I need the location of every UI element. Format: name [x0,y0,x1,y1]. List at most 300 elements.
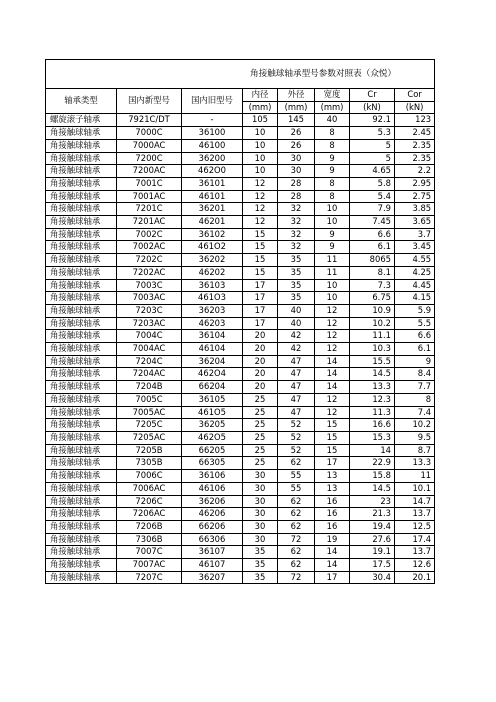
new-model-cell: 7202AC [117,266,182,279]
old-model-cell: 36204 [182,355,243,368]
cor-cell: 6.6 [395,330,435,343]
outer-cell: 47 [278,393,315,406]
cr-cell: 22.9 [350,457,395,470]
outer-cell: 47 [278,355,315,368]
outer-cell: 28 [278,190,315,203]
outer-cell: 145 [278,114,315,127]
width-cell: 9 [315,152,350,165]
header-type: 轴承类型 [46,89,117,114]
inner-cell: 15 [243,228,278,241]
type-cell: 角接触球轴承 [46,457,117,470]
outer-cell: 55 [278,470,315,483]
old-model-cell: 462O5 [182,431,243,444]
outer-cell: 30 [278,165,315,178]
inner-cell: 10 [243,165,278,178]
cr-cell: 15.8 [350,470,395,483]
table-row [46,508,435,521]
new-model-cell: 7206B [117,520,182,533]
table-row [46,419,435,432]
cor-cell: 2.95 [395,177,435,190]
old-model-cell: 36104 [182,330,243,343]
outer-cell: 47 [278,368,315,381]
new-model-cell: 7001AC [117,190,182,203]
new-model-cell: 7006AC [117,482,182,495]
new-model-cell: 7204C [117,355,182,368]
old-model-cell: 36105 [182,393,243,406]
outer-cell: 62 [278,508,315,521]
width-cell: 17 [315,571,350,584]
width-cell: 15 [315,431,350,444]
cr-cell: 10.3 [350,343,395,356]
width-cell: 10 [315,203,350,216]
outer-cell: 30 [278,152,315,165]
type-cell: 角接触球轴承 [46,482,117,495]
cor-cell: 13.7 [395,508,435,521]
type-cell: 角接触球轴承 [46,444,117,457]
type-cell: 角接触球轴承 [46,368,117,381]
cr-cell: 14.5 [350,368,395,381]
cr-cell: 7.3 [350,279,395,292]
type-cell: 角接触球轴承 [46,292,117,305]
table-row [46,343,435,356]
inner-cell: 30 [243,508,278,521]
table-row [46,431,435,444]
cr-cell: 7.9 [350,203,395,216]
inner-cell: 10 [243,152,278,165]
table-row [46,127,435,140]
table-row [46,470,435,483]
cr-cell: 92.1 [350,114,395,127]
cor-cell: 12.5 [395,520,435,533]
old-model-cell: 36202 [182,254,243,267]
type-cell: 角接触球轴承 [46,152,117,165]
old-model-cell: 461O5 [182,406,243,419]
cr-cell: 6.75 [350,292,395,305]
table-row [46,228,435,241]
new-model-cell: 7200AC [117,165,182,178]
new-model-cell: 7204AC [117,368,182,381]
inner-cell: 25 [243,457,278,470]
cr-cell: 11.1 [350,330,395,343]
header-old-model: 国内旧型号 [182,89,243,114]
outer-cell: 52 [278,444,315,457]
type-cell: 角接触球轴承 [46,571,117,584]
new-model-cell: 7202C [117,254,182,267]
outer-cell: 28 [278,177,315,190]
table-row [46,457,435,470]
cor-cell: 9.5 [395,431,435,444]
outer-cell: 52 [278,419,315,432]
width-cell: 8 [315,190,350,203]
outer-cell: 55 [278,482,315,495]
cor-cell: 5.9 [395,304,435,317]
new-model-cell: 7003C [117,279,182,292]
cr-cell: 12.3 [350,393,395,406]
inner-cell: 20 [243,381,278,394]
width-cell: 12 [315,406,350,419]
cor-cell: 8.4 [395,368,435,381]
inner-cell: 35 [243,546,278,559]
inner-cell: 10 [243,127,278,140]
new-model-cell: 7205B [117,444,182,457]
cor-cell: 2.45 [395,127,435,140]
outer-cell: 35 [278,279,315,292]
old-model-cell: 461O2 [182,241,243,254]
inner-cell: 12 [243,216,278,229]
header-cr: Cr [350,89,395,102]
cr-cell: 21.3 [350,508,395,521]
table-row [46,190,435,203]
old-model-cell: 462O0 [182,165,243,178]
type-cell: 角接触球轴承 [46,177,117,190]
width-cell: 16 [315,520,350,533]
old-model-cell: 46201 [182,216,243,229]
new-model-cell: 7201C [117,203,182,216]
cr-cell: 5.8 [350,177,395,190]
old-model-cell: 46101 [182,190,243,203]
width-cell: 13 [315,482,350,495]
inner-cell: 12 [243,177,278,190]
new-model-cell: 7003AC [117,292,182,305]
width-cell: 14 [315,381,350,394]
old-model-cell: 36205 [182,419,243,432]
type-cell: 角接触球轴承 [46,393,117,406]
outer-cell: 32 [278,241,315,254]
outer-cell: 62 [278,559,315,572]
table-row [46,177,435,190]
cor-cell: 4.45 [395,279,435,292]
table-row [46,355,435,368]
inner-cell: 20 [243,343,278,356]
old-model-cell: 46203 [182,317,243,330]
cor-cell: 10.1 [395,482,435,495]
cor-cell: 13.3 [395,457,435,470]
inner-cell: 30 [243,495,278,508]
type-cell: 螺旋滚子轴承 [46,114,117,127]
width-cell: 15 [315,419,350,432]
inner-cell: 15 [243,266,278,279]
width-cell: 40 [315,114,350,127]
cor-cell: 10.2 [395,419,435,432]
width-cell: 9 [315,165,350,178]
table-row [46,266,435,279]
inner-cell: 17 [243,279,278,292]
old-model-cell: 66204 [182,381,243,394]
table-row [46,317,435,330]
table-row [46,216,435,229]
cor-cell: 3.7 [395,228,435,241]
outer-cell: 62 [278,546,315,559]
new-model-cell: 7921C/DT [117,114,182,127]
width-cell: 8 [315,177,350,190]
width-cell: 17 [315,457,350,470]
type-cell: 角接触球轴承 [46,343,117,356]
unit-cor: (kN) [395,101,435,114]
new-model-cell: 7005AC [117,406,182,419]
type-cell: 角接触球轴承 [46,330,117,343]
width-cell: 8 [315,139,350,152]
table-row [46,559,435,572]
old-model-cell: 46100 [182,139,243,152]
outer-cell: 47 [278,381,315,394]
width-cell: 14 [315,559,350,572]
width-cell: 12 [315,343,350,356]
cor-cell: 17.4 [395,533,435,546]
table-row [46,393,435,406]
outer-cell: 52 [278,431,315,444]
cor-cell: 4.25 [395,266,435,279]
cr-cell: 23 [350,495,395,508]
cr-cell: 19.4 [350,520,395,533]
outer-cell: 40 [278,304,315,317]
inner-cell: 17 [243,317,278,330]
width-cell: 14 [315,546,350,559]
cr-cell: 30.4 [350,571,395,584]
inner-cell: 35 [243,571,278,584]
new-model-cell: 7001C [117,177,182,190]
width-cell: 10 [315,279,350,292]
cr-cell: 10.9 [350,304,395,317]
table-row [46,406,435,419]
new-model-cell: 7200C [117,152,182,165]
outer-cell: 26 [278,139,315,152]
cor-cell: 3.45 [395,241,435,254]
old-model-cell: 462O4 [182,368,243,381]
type-cell: 角接触球轴承 [46,317,117,330]
cr-cell: 5.3 [350,127,395,140]
old-model-cell: 46202 [182,266,243,279]
header-new-model: 国内新型号 [117,89,182,114]
width-cell: 12 [315,304,350,317]
header-width: 宽度 [315,89,350,102]
table-row [46,381,435,394]
new-model-cell: 7305B [117,457,182,470]
cr-cell: 8.1 [350,266,395,279]
old-model-cell: 66206 [182,520,243,533]
cr-cell: 4.65 [350,165,395,178]
outer-cell: 62 [278,457,315,470]
width-cell: 11 [315,254,350,267]
old-model-cell: 36107 [182,546,243,559]
cr-cell: 10.2 [350,317,395,330]
width-cell: 14 [315,355,350,368]
outer-cell: 35 [278,254,315,267]
unit-inner: (mm) [243,101,278,114]
cr-cell: 11.3 [350,406,395,419]
inner-cell: 12 [243,190,278,203]
table-row [46,165,435,178]
inner-cell: 25 [243,419,278,432]
cor-cell: 11 [395,470,435,483]
cr-cell: 14 [350,444,395,457]
type-cell: 角接触球轴承 [46,266,117,279]
table-row [46,330,435,343]
inner-cell: 25 [243,393,278,406]
inner-cell: 35 [243,559,278,572]
cor-cell: 5.5 [395,317,435,330]
old-model-cell: 36106 [182,470,243,483]
old-model-cell: 46206 [182,508,243,521]
width-cell: 12 [315,317,350,330]
type-cell: 角接触球轴承 [46,203,117,216]
cr-cell: 5.4 [350,190,395,203]
unit-outer: (mm) [278,101,315,114]
old-model-cell: 66305 [182,457,243,470]
table-row [46,241,435,254]
inner-cell: 15 [243,254,278,267]
bearing-table [45,59,435,584]
outer-cell: 40 [278,317,315,330]
table-row [46,520,435,533]
cr-cell: 13.3 [350,381,395,394]
width-cell: 14 [315,368,350,381]
table-row [46,444,435,457]
header-row [46,89,435,102]
table-row [46,292,435,305]
new-model-cell: 7205C [117,419,182,432]
cr-cell: 14.5 [350,482,395,495]
cr-cell: 6.6 [350,228,395,241]
outer-cell: 32 [278,203,315,216]
outer-cell: 35 [278,266,315,279]
table-row [46,203,435,216]
new-model-cell: 7204B [117,381,182,394]
cor-cell: 2.2 [395,165,435,178]
inner-cell: 15 [243,241,278,254]
type-cell: 角接触球轴承 [46,520,117,533]
type-cell: 角接触球轴承 [46,254,117,267]
old-model-cell: 66205 [182,444,243,457]
table-row [46,139,435,152]
outer-cell: 72 [278,533,315,546]
old-model-cell: 46107 [182,559,243,572]
old-model-cell: 36100 [182,127,243,140]
cor-cell: 13.7 [395,546,435,559]
type-cell: 角接触球轴承 [46,419,117,432]
old-model-cell: 36203 [182,304,243,317]
inner-cell: 17 [243,292,278,305]
new-model-cell: 7206AC [117,508,182,521]
table-row [46,152,435,165]
inner-cell: 20 [243,330,278,343]
table-title: 角接触球轴承型号参数对照表（众悦） [46,60,435,89]
type-cell: 角接触球轴承 [46,127,117,140]
new-model-cell: 7306B [117,533,182,546]
cr-cell: 8065 [350,254,395,267]
type-cell: 角接触球轴承 [46,190,117,203]
old-model-cell: 36206 [182,495,243,508]
inner-cell: 17 [243,304,278,317]
unit-width: (mm) [315,101,350,114]
cor-cell: 123 [395,114,435,127]
old-model-cell: 36101 [182,177,243,190]
inner-cell: 30 [243,470,278,483]
old-model-cell: 66306 [182,533,243,546]
old-model-cell: 46104 [182,343,243,356]
cr-cell: 15.5 [350,355,395,368]
width-cell: 13 [315,470,350,483]
type-cell: 角接触球轴承 [46,381,117,394]
table-row [46,495,435,508]
width-cell: 19 [315,533,350,546]
inner-cell: 20 [243,355,278,368]
type-cell: 角接触球轴承 [46,216,117,229]
cor-cell: 7.4 [395,406,435,419]
inner-cell: 25 [243,431,278,444]
old-model-cell: - [182,114,243,127]
inner-cell: 25 [243,406,278,419]
outer-cell: 62 [278,495,315,508]
cor-cell: 3.85 [395,203,435,216]
cor-cell: 3.65 [395,216,435,229]
type-cell: 角接触球轴承 [46,241,117,254]
new-model-cell: 7007AC [117,559,182,572]
header-cor: Cor [395,89,435,102]
table-row [46,368,435,381]
width-cell: 11 [315,266,350,279]
cor-cell: 8 [395,393,435,406]
cor-cell: 4.15 [395,292,435,305]
cr-cell: 5 [350,139,395,152]
inner-cell: 30 [243,520,278,533]
new-model-cell: 7004C [117,330,182,343]
inner-cell: 105 [243,114,278,127]
type-cell: 角接触球轴承 [46,406,117,419]
new-model-cell: 7004AC [117,343,182,356]
new-model-cell: 7007C [117,546,182,559]
cor-cell: 7.7 [395,381,435,394]
outer-cell: 47 [278,406,315,419]
inner-cell: 30 [243,533,278,546]
new-model-cell: 7203AC [117,317,182,330]
table-row [46,482,435,495]
width-cell: 15 [315,444,350,457]
cor-cell: 12.6 [395,559,435,572]
unit-cr: (kN) [350,101,395,114]
outer-cell: 72 [278,571,315,584]
width-cell: 12 [315,330,350,343]
cr-cell: 7.45 [350,216,395,229]
cr-cell: 19.1 [350,546,395,559]
table-row [46,546,435,559]
cor-cell: 20.1 [395,571,435,584]
new-model-cell: 7006C [117,470,182,483]
header-outer: 外径 [278,89,315,102]
new-model-cell: 7002C [117,228,182,241]
new-model-cell: 7201AC [117,216,182,229]
cr-cell: 16.6 [350,419,395,432]
width-cell: 16 [315,508,350,521]
new-model-cell: 7207C [117,571,182,584]
type-cell: 角接触球轴承 [46,470,117,483]
inner-cell: 10 [243,139,278,152]
outer-cell: 35 [278,292,315,305]
width-cell: 12 [315,393,350,406]
new-model-cell: 7206C [117,495,182,508]
type-cell: 角接触球轴承 [46,304,117,317]
type-cell: 角接触球轴承 [46,228,117,241]
table-row [46,533,435,546]
cor-cell: 2.75 [395,190,435,203]
cr-cell: 6.1 [350,241,395,254]
old-model-cell: 461O3 [182,292,243,305]
type-cell: 角接触球轴承 [46,546,117,559]
cr-cell: 27.6 [350,533,395,546]
table-row [46,571,435,584]
outer-cell: 32 [278,228,315,241]
type-cell: 角接触球轴承 [46,139,117,152]
width-cell: 10 [315,292,350,305]
